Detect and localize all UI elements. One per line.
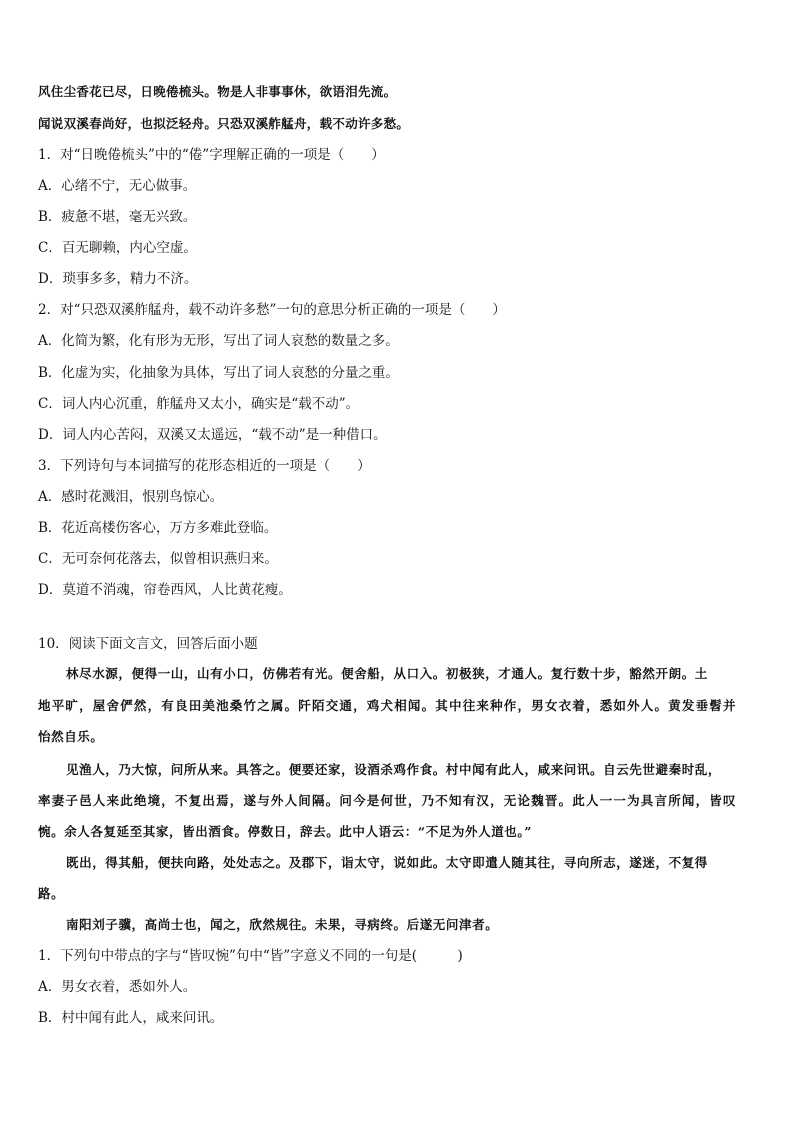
- poem-line-2: 闻说双溪春尚好，也拟泛轻舟。只恐双溪舴艋舟，载不动许多愁。: [38, 116, 410, 131]
- poem-line-1: 风住尘香花已尽，日晚倦梳头。物是人非事事休，欲语泪先流。: [38, 84, 397, 99]
- section-10-title: 10．阅读下面文言文，回答后面小题: [38, 636, 258, 652]
- question-3-option-c: C．无可奈何花落去，似曾相识燕归来。: [38, 551, 278, 567]
- question-2-option-d: D．词人内心苦闷，双溪又太遥远，“载不动”是一种借口。: [38, 427, 387, 443]
- question-1-option-d: D．琐事多多，精力不济。: [38, 271, 198, 287]
- passage-para2-line1: 见渔人，乃大惊，问所从来。具答之。便要还家，设酒杀鸡作食。村中闻有此人，咸来问讯。自云先世避秦时乱，: [66, 762, 722, 777]
- question-1-option-c: C．百无聊赖，内心空虚。: [38, 240, 197, 256]
- section-10-question-1-option-b: B．村中闻有此人，咸来问讯。: [38, 1010, 224, 1026]
- section-10-question-1-stem: 1．下列句中带点的字与“皆叹惋”句中“皆”字意义不同的一句是( ): [38, 948, 463, 964]
- question-2-stem: 2．对“只恐双溪舴艋舟，载不动许多愁”一句的意思分析正确的一项是（ ）: [38, 302, 506, 318]
- passage-para3-line2: 路。: [38, 886, 65, 901]
- question-3-option-b: B．花近高楼伤客心，万方多难此登临。: [38, 520, 278, 536]
- question-3-option-a: A．感时花溅泪，恨别鸟惊心。: [38, 489, 224, 505]
- passage-para1-line2: 地平旷，屋舍俨然，有良田美池桑竹之属。阡陌交通，鸡犬相闻。其中往来种作，男女衣着，悉如外人。黄发垂髫并: [38, 698, 737, 713]
- question-3-option-d: D．莫道不消魂，帘卷西风，人比黄花瘦。: [38, 582, 292, 598]
- question-2-option-b: B．化虚为实，化抽象为具体，写出了词人哀愁的分量之重。: [38, 365, 399, 381]
- passage-para1-line1: 林尽水源，便得一山，山有小口，仿佛若有光。便舍船，从口入。初极狭，才通人。复行数十步，豁然开朗。土: [66, 666, 708, 681]
- passage-para2-line3: 惋。余人各复延至其家，皆出酒食。停数日，辞去。此中人语云：“不足为外人道也。”: [38, 824, 533, 839]
- passage-para4-line1: 南阳刘子骥，高尚士也，闻之，欣然规往。未果，寻病终。后遂无问津者。: [66, 917, 499, 932]
- question-3-stem: 3．下列诗句与本词描写的花形态相近的一项是（ ）: [38, 458, 371, 474]
- question-1-option-a: A．心绪不宁，无心做事。: [38, 178, 197, 194]
- passage-para2-line2: 率妻子邑人来此绝境，不复出焉，遂与外人间隔。问今是何世，乃不知有汉，无论魏晋。此人一一为具言所闻，皆叹: [38, 793, 737, 808]
- passage-para3-line1: 既出，得其船，便扶向路，处处志之。及郡下，诣太守，说如此。太守即遣人随其往，寻向所志，遂迷，不复得: [66, 855, 708, 870]
- question-2-option-c: C．词人内心沉重，舴艋舟又太小，确实是“载不动”。: [38, 396, 360, 412]
- question-1-option-b: B．疲惫不堪，毫无兴致。: [38, 209, 197, 225]
- section-10-question-1-option-a: A．男女衣着，悉如外人。: [38, 979, 197, 995]
- question-1-stem: 1．对“日晚倦梳头”中的“倦”字理解正确的一项是（ ）: [38, 147, 385, 163]
- question-2-option-a: A．化简为繁，化有形为无形，写出了词人哀愁的数量之多。: [38, 333, 399, 349]
- passage-para1-line3: 怡然自乐。: [38, 729, 104, 744]
